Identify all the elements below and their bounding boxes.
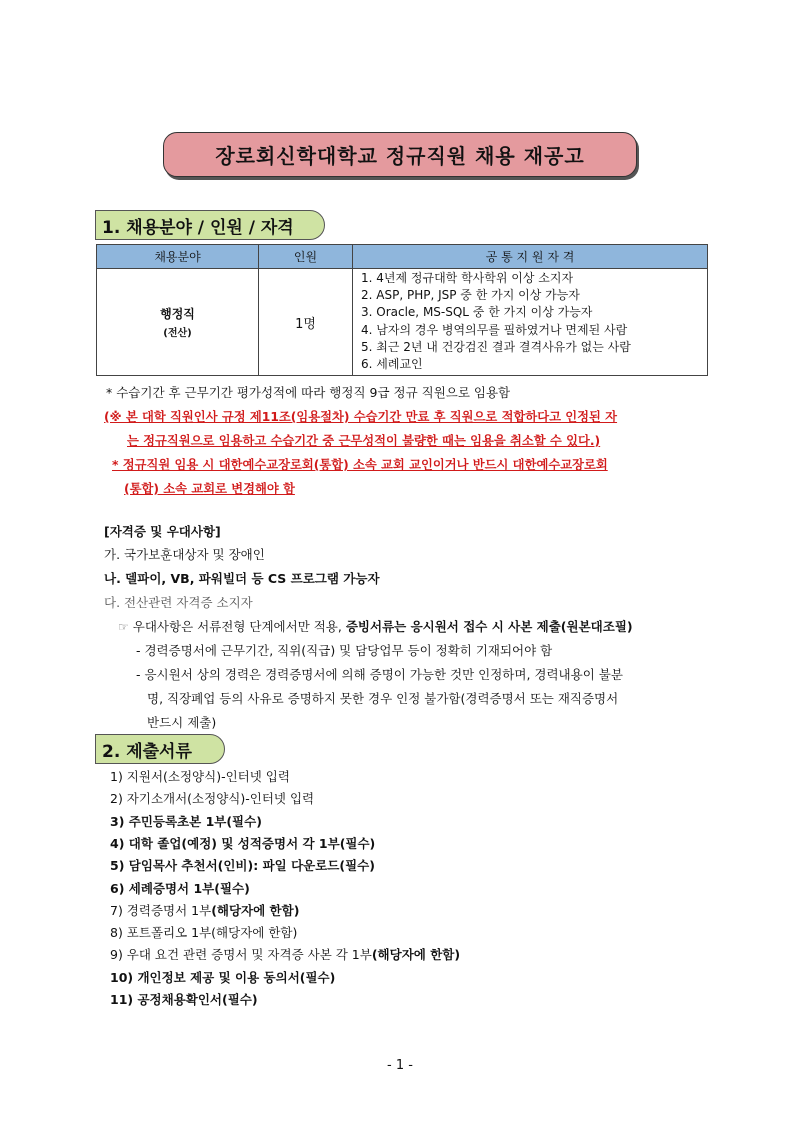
probation-note: * 수습기간 후 근무기간 평가성적에 따라 행정직 9급 정규 직원으로 임용함 bbox=[106, 385, 511, 400]
document-item bbox=[110, 879, 250, 897]
document-item-emphasis: (해당자에 한함) bbox=[371, 947, 461, 963]
field-subname: (전산) bbox=[163, 328, 192, 340]
qualification-item: 6. 세례교인 bbox=[361, 357, 423, 372]
career-detail-line3: 반드시 제출) bbox=[147, 715, 217, 730]
church-note-line1: * 정규직원 임용 시 대한예수교장로회(통합) 소속 교회 교인이거나 반드시 대한예수교장로회 bbox=[112, 458, 608, 472]
document-item-text: 2) 자기소개서(소정양식)-인터넷 입력 bbox=[110, 791, 315, 807]
document-item-text: 9) 우대 요건 관련 증명서 및 자격증 사본 각 1부 bbox=[110, 947, 372, 963]
document-item-emphasis: 10) 개인정보 제공 및 이용 동의서(필수) bbox=[110, 969, 336, 985]
preferences-heading: [자격증 및 우대사항] bbox=[104, 524, 221, 539]
count-cell: 1명 bbox=[259, 269, 353, 376]
career-detail-line1: - 응시원서 상의 경력은 경력증명서에 의해 증명이 가능한 것만 인정하며, 경력내용이 불분 bbox=[136, 667, 623, 682]
document-item-emphasis: 5) 담임목사 추천서(인비): 파일 다운로드(필수) bbox=[110, 858, 375, 874]
document-item bbox=[110, 990, 258, 1008]
page-title: 장로회신학대학교 정규직원 채용 재공고 bbox=[163, 132, 637, 177]
field-cell bbox=[97, 269, 259, 376]
document-item-emphasis: 4) 대학 졸업(예정) 및 성적증명서 각 1부(필수) bbox=[110, 835, 376, 851]
document-item-emphasis: (해당자에 한함) bbox=[211, 902, 300, 918]
document-item bbox=[110, 856, 375, 874]
table-header-field: 채용분야 bbox=[97, 245, 259, 269]
document-item-emphasis: 11) 공정채용확인서(필수) bbox=[110, 992, 258, 1007]
regulation-note-line2: 는 정규직원으로 임용하고 수습기간 중 근무성적이 불량한 때는 임용을 취소할 수 있다.) bbox=[127, 434, 601, 448]
qualification-item: 5. 최근 2년 내 건강검진 결과 결격사유가 없는 사람 bbox=[361, 339, 631, 354]
table-row bbox=[97, 269, 708, 376]
preference-item: 다. 전산관련 자격증 소지자 bbox=[104, 595, 253, 610]
document-item bbox=[110, 901, 299, 919]
career-note: - 경력증명서에 근무기간, 직위(직급) 및 담당업무 등이 정확히 기재되어야 함 bbox=[136, 643, 553, 658]
preference-item: 가. 국가보훈대상자 및 장애인 bbox=[104, 547, 265, 562]
document-item bbox=[110, 968, 335, 986]
qualification-item: 1. 4년제 정규대학 학사학위 이상 소지자 bbox=[361, 271, 574, 285]
church-note-line2: (통합) 소속 교회로 변경해야 함 bbox=[124, 482, 295, 496]
section2-heading: 2. 제출서류 bbox=[95, 734, 225, 764]
document-item-emphasis: 3) 주민등록초본 1부(필수) bbox=[110, 813, 262, 829]
document-item bbox=[110, 812, 262, 830]
qualification-item: 2. ASP, PHP, JSP 중 한 가지 이상 가능자 bbox=[361, 288, 580, 303]
qualifications-cell bbox=[353, 269, 708, 376]
preference-note bbox=[118, 617, 633, 635]
qualification-item: 3. Oracle, MS-SQL 중 한 가지 이상 가능자 bbox=[361, 305, 593, 320]
document-item-text: 7) 경력증명서 1부 bbox=[110, 902, 212, 918]
document-item bbox=[110, 945, 460, 963]
regulation-note-line1: (※ 본 대학 직원인사 규정 제11조(임용절차) 수습기간 만료 후 직원으로 적합하다고 인정된 자 bbox=[104, 410, 618, 424]
document-item-text: 1) 지원서(소정양식)-인터넷 입력 bbox=[110, 769, 290, 784]
table-header-count: 인원 bbox=[259, 245, 353, 269]
field-name: 행정직 bbox=[160, 307, 195, 322]
document-item bbox=[110, 923, 297, 941]
page-number: - 1 - bbox=[387, 1058, 413, 1073]
preference-note-text: 우대사항은 서류전형 단계에서만 적용, bbox=[132, 619, 346, 634]
document-item bbox=[110, 789, 314, 807]
qualification-item: 4. 남자의 경우 병역의무를 필하였거나 면제된 사람 bbox=[361, 322, 628, 337]
preference-note-emphasis: 증빙서류는 응시원서 접수 시 사본 제출(원본대조필) bbox=[345, 619, 633, 634]
document-item-emphasis: 6) 세례증명서 1부(필수) bbox=[110, 880, 250, 896]
table-header-qualifications: 공 통 지 원 자 격 bbox=[353, 245, 708, 269]
document-item bbox=[110, 767, 290, 785]
qualifications-list bbox=[353, 269, 707, 375]
preference-item: 나. 델파이, VB, 파워빌더 등 CS 프로그램 가능자 bbox=[104, 571, 380, 586]
recruitment-table bbox=[96, 244, 708, 376]
document-item bbox=[110, 834, 375, 852]
section1-heading: 1. 채용분야 / 인원 / 자격 bbox=[95, 210, 325, 240]
pointing-hand-icon: ☞ bbox=[118, 620, 129, 634]
document-item-text: 8) 포트폴리오 1부(해당자에 한함) bbox=[110, 925, 298, 941]
table-header-row bbox=[97, 245, 708, 269]
career-detail-line2: 명, 직장폐업 등의 사유로 증명하지 못한 경우 인정 불가함(경력증명서 또는 재직증명서 bbox=[147, 691, 619, 706]
